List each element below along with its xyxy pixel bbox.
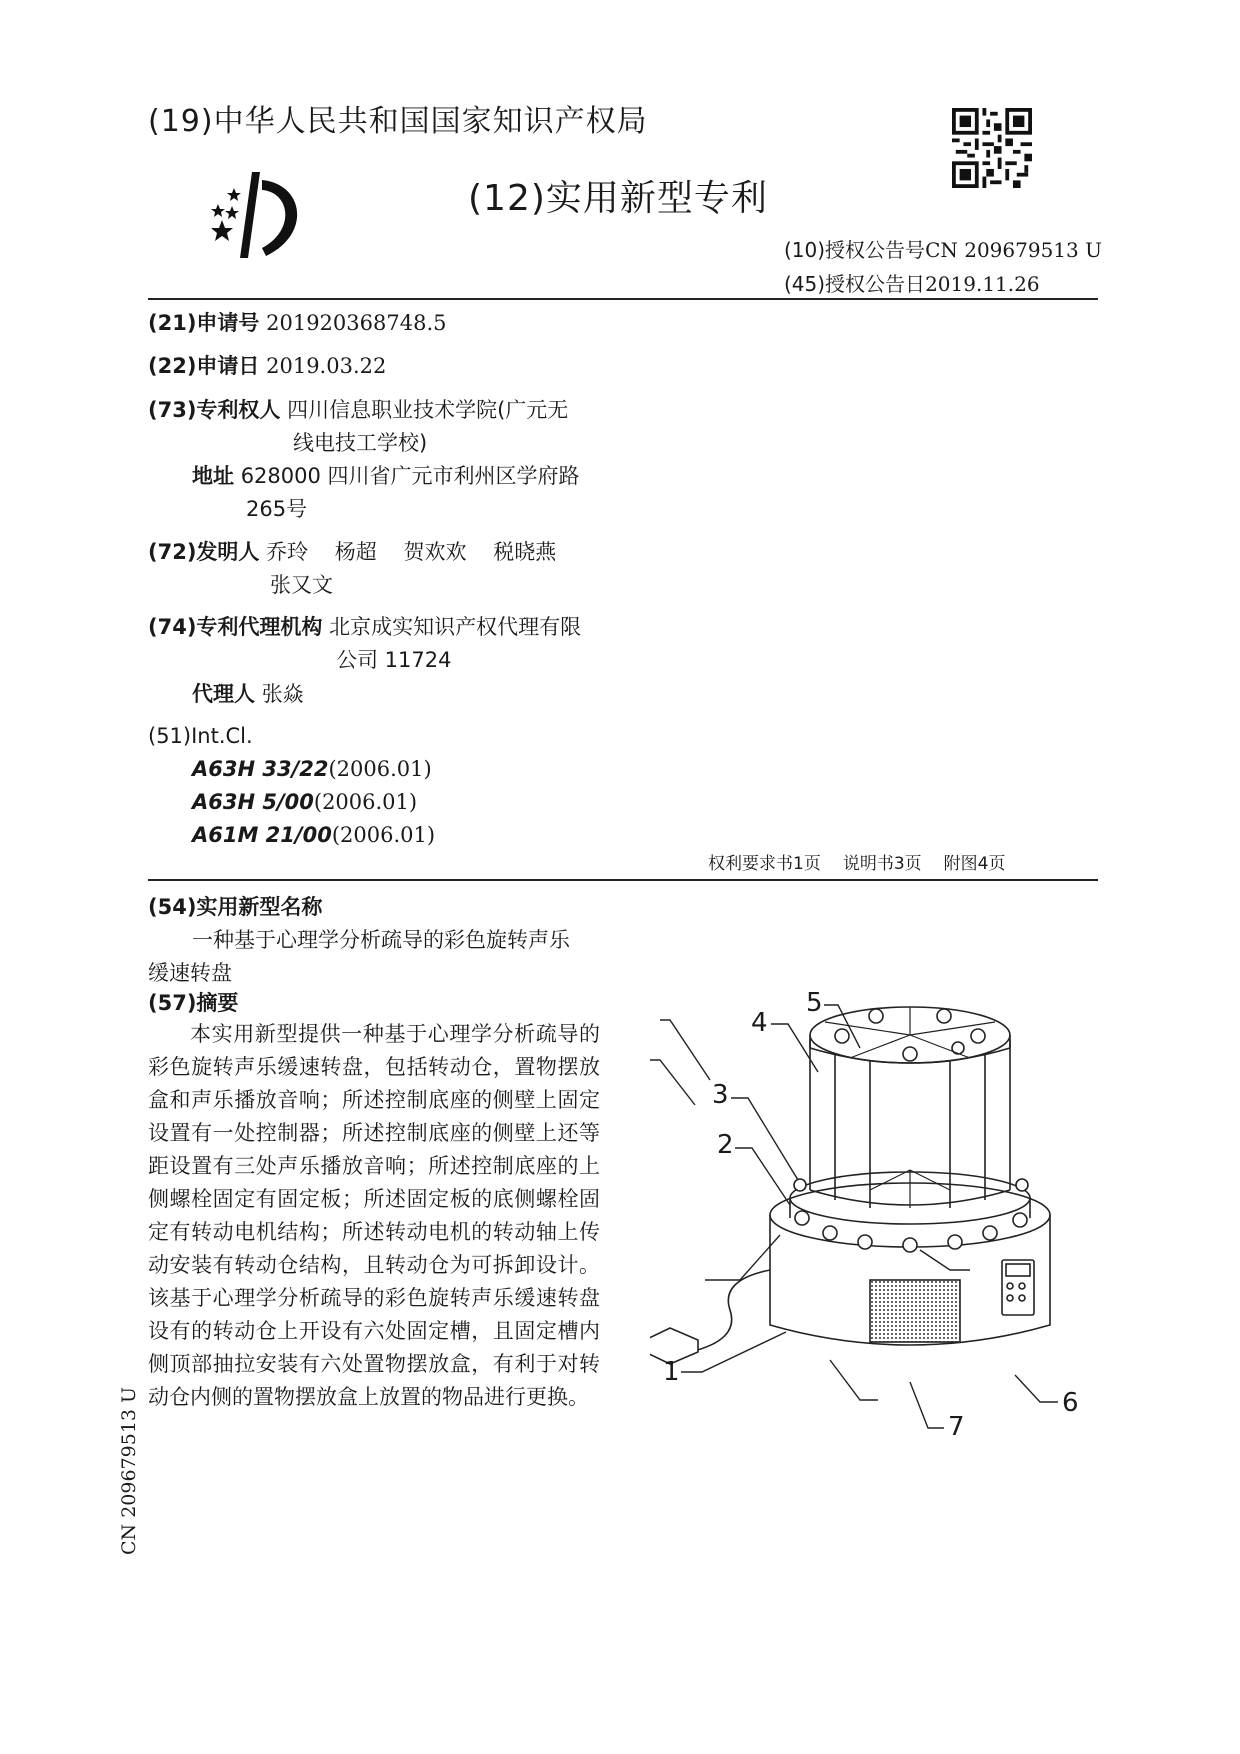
section-divider [148,879,1098,881]
figure-label-6: 6 [1062,1388,1079,1418]
utility-model-title: 一种基于心理学分析疏导的彩色旋转声乐 [192,928,570,952]
application-date: (22)申请日 2019.03.22 [148,354,387,378]
drawings-count: 附图4页 [943,854,1006,874]
patentee: (73)专利权人 四川信息职业技术学院(广元无 [148,398,569,422]
figure-label-4: 4 [751,1008,768,1038]
publication-number-value: CN 209679513 U [925,238,1102,262]
office-name: (19)中华人民共和国国家知识产权局 [148,104,648,139]
address: 地址 628000 四川省广元市利州区学府路 [192,464,580,488]
abstract-text: 本实用新型提供一种基于心理学分析疏导的彩色旋转声乐缓速转盘，包括转动仓，置物摆放盒和声乐播放音响；所述控制底座的侧壁上固定设置有一处控制器；所述控制底座的侧壁上还等距设置有三处声乐播放音响；所述控制底座的上侧螺栓固定有固定板；所述固定板的底侧螺栓固定有转动电机结构；所述转动电机的转动轴上传动安装有转动仓结构，且转动仓为可拆卸设计。该基于心理学分析疏导的彩色旋转声乐缓速转盘设有的转动仓上开设有六处固定槽，且固定槽内侧顶部抽拉安装有六处置物摆放盒，有利于对转动仓内侧的置物摆放盒上放置的物品进行更换。 [148,1022,600,1409]
inventors-line2: 张又文 [270,573,333,597]
publication-number [784,234,1102,263]
agent: 代理人 张焱 [192,682,304,706]
intcl-item: A63H 5/00(2006.01) [192,790,418,814]
intcl-item: A61M 21/00(2006.01) [192,823,436,847]
inventors: (72)发明人 乔玲 杨超 贺欢欢 税晓燕 [148,540,557,564]
abstract-figure [650,980,1100,1450]
patentee-line2: 线电技工学校) [293,431,428,455]
header-divider [148,298,1098,300]
address-line2: 265号 [246,497,308,521]
publication-date-label: (45)授权公告日 [784,272,926,296]
agency: (74)专利代理机构 北京成实知识产权代理有限 [148,615,582,639]
intcl-label: (51)Int.Cl. [148,724,253,748]
publication-date [784,268,1040,297]
figure-label-3: 3 [712,1080,729,1110]
page-counts [708,849,1027,874]
figure-label-7: 7 [948,1412,965,1442]
side-publication-number: CN 209679513 U [118,1386,140,1555]
abstract-label: (57)摘要 [148,991,239,1015]
claims-count: 权利要求书1页 [708,854,821,874]
publication-date-value: 2019.11.26 [925,272,1040,296]
agency-line2: 公司 11724 [336,648,452,672]
figure-label-2: 2 [717,1130,734,1160]
application-number: (21)申请号 201920368748.5 [148,311,447,335]
figure-label-1: 1 [663,1357,680,1387]
publication-number-label: (10)授权公告号 [784,238,926,262]
patent-type: (12)实用新型专利 [468,178,768,219]
utility-model-title-line2: 缓速转盘 [148,961,232,985]
intcl-item: A63H 33/22(2006.01) [192,757,432,781]
qr-code-icon [952,108,1032,188]
title-label: (54)实用新型名称 [148,895,323,919]
figure-label-5: 5 [806,988,823,1018]
description-count: 说明书3页 [842,854,922,874]
cnipa-logo-icon [204,172,324,262]
